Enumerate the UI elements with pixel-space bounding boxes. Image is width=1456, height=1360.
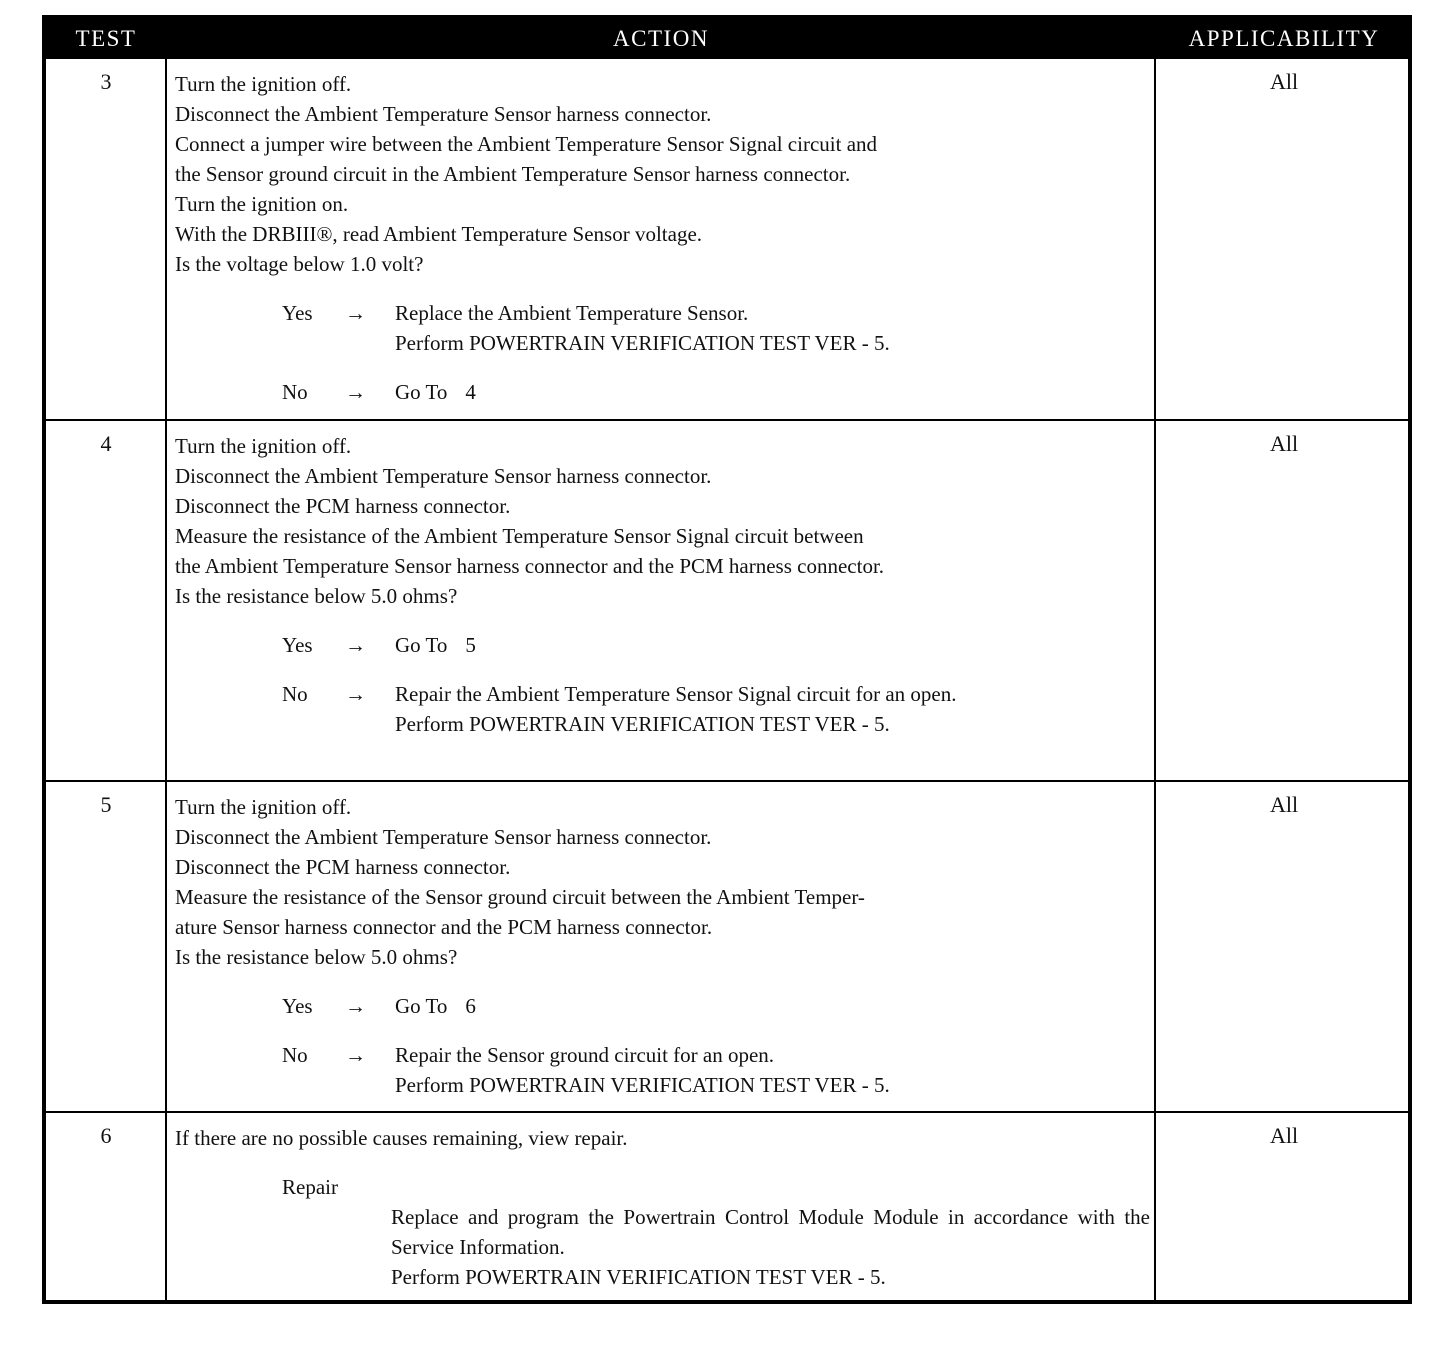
branch-result: Perform POWERTRAIN VERIFICATION TEST VER - 5.	[395, 331, 890, 355]
action-step: Disconnect the PCM harness connector.	[175, 494, 511, 518]
arrow-right-icon: →	[345, 633, 366, 657]
action-step: Is the resistance below 5.0 ohms?	[175, 584, 458, 608]
applicability-value: All	[1269, 69, 1299, 94]
test-number: 3	[100, 69, 112, 94]
yes-branch	[175, 991, 1150, 1021]
diagnostic-test-table	[42, 15, 1412, 1304]
no-label: No	[282, 380, 308, 404]
header-test: TEST	[75, 26, 137, 51]
header-action: ACTION	[613, 26, 709, 51]
yes-label: Yes	[282, 633, 313, 657]
test-number: 4	[100, 431, 112, 456]
branch-result: Perform POWERTRAIN VERIFICATION TEST VER - 5.	[395, 712, 890, 736]
action-step: the Sensor ground circuit in the Ambient Temperature Sensor harness connector.	[175, 162, 851, 186]
goto-result	[395, 630, 1150, 660]
action-step: Connect a jumper wire between the Ambient Temperature Sensor Signal circuit and	[175, 132, 878, 156]
repair-instruction: Replace and program the Powertrain Control Module Module in accordance with the Service Information.	[391, 1205, 1150, 1259]
applicability-value: All	[1269, 1123, 1299, 1148]
no-branch	[175, 377, 1150, 407]
action-cell	[175, 69, 1150, 407]
goto-result	[395, 991, 1150, 1021]
yes-label: Yes	[282, 994, 313, 1018]
action-step: Disconnect the Ambient Temperature Sensor harness connector.	[175, 825, 712, 849]
yes-branch	[175, 630, 1150, 660]
goto-result	[395, 377, 1150, 407]
yes-label: Yes	[282, 301, 313, 325]
table-row	[46, 419, 1408, 780]
action-cell	[175, 431, 1150, 739]
applicability-value: All	[1269, 431, 1299, 456]
arrow-right-icon: →	[345, 1043, 366, 1067]
test-number: 5	[100, 792, 112, 817]
applicability-value: All	[1269, 792, 1299, 817]
action-step: Measure the resistance of the Sensor ground circuit between the Ambient Temper-	[175, 885, 865, 909]
action-step: Turn the ignition off.	[175, 434, 352, 458]
table-row	[46, 1111, 1408, 1300]
no-branch	[175, 1040, 1150, 1100]
goto-label: Go To	[395, 633, 448, 657]
repair-instruction: Perform POWERTRAIN VERIFICATION TEST VER - 5.	[391, 1265, 886, 1289]
header-applicability: APPLICABILITY	[1188, 26, 1380, 51]
yes-branch	[175, 298, 1150, 358]
table-header	[46, 19, 1408, 59]
repair-label: Repair	[282, 1175, 338, 1199]
action-cell	[175, 792, 1150, 1100]
action-step: Disconnect the Ambient Temperature Sensor harness connector.	[175, 464, 712, 488]
branch-result: Repair the Ambient Temperature Sensor Signal circuit for an open.	[395, 682, 957, 706]
goto-step-number: 6	[465, 994, 476, 1018]
action-step: Disconnect the PCM harness connector.	[175, 855, 511, 879]
action-step: the Ambient Temperature Sensor harness connector and the PCM harness connector.	[175, 554, 885, 578]
goto-label: Go To	[395, 994, 448, 1018]
repair-block	[175, 1172, 1150, 1292]
goto-label: Go To	[395, 380, 448, 404]
branch-result: Perform POWERTRAIN VERIFICATION TEST VER - 5.	[395, 1073, 890, 1097]
action-step: Is the voltage below 1.0 volt?	[175, 252, 424, 276]
action-step: Turn the ignition off.	[175, 72, 352, 96]
goto-step-number: 5	[465, 633, 476, 657]
branch-result: Replace the Ambient Temperature Sensor.	[395, 301, 749, 325]
test-number: 6	[100, 1123, 112, 1148]
goto-step-number: 4	[465, 380, 476, 404]
table-row	[46, 59, 1408, 419]
no-label: No	[282, 1043, 308, 1067]
action-step: Measure the resistance of the Ambient Temperature Sensor Signal circuit between	[175, 524, 864, 548]
action-step: ature Sensor harness connector and the PCM harness connector.	[175, 915, 713, 939]
arrow-right-icon: →	[345, 994, 366, 1018]
action-step: Turn the ignition off.	[175, 795, 352, 819]
arrow-right-icon: →	[345, 380, 366, 404]
no-branch	[175, 679, 1150, 739]
action-step: If there are no possible causes remaining, view repair.	[175, 1126, 628, 1150]
action-step: Turn the ignition on.	[175, 192, 349, 216]
table-row	[46, 780, 1408, 1111]
action-step: Disconnect the Ambient Temperature Sensor harness connector.	[175, 102, 712, 126]
arrow-right-icon: →	[345, 301, 366, 325]
arrow-right-icon: →	[345, 682, 366, 706]
action-cell	[175, 1123, 1150, 1292]
action-step: With the DRBIII®, read Ambient Temperature Sensor voltage.	[175, 222, 703, 246]
branch-result: Repair the Sensor ground circuit for an open.	[395, 1043, 775, 1067]
no-label: No	[282, 682, 308, 706]
action-step: Is the resistance below 5.0 ohms?	[175, 945, 458, 969]
